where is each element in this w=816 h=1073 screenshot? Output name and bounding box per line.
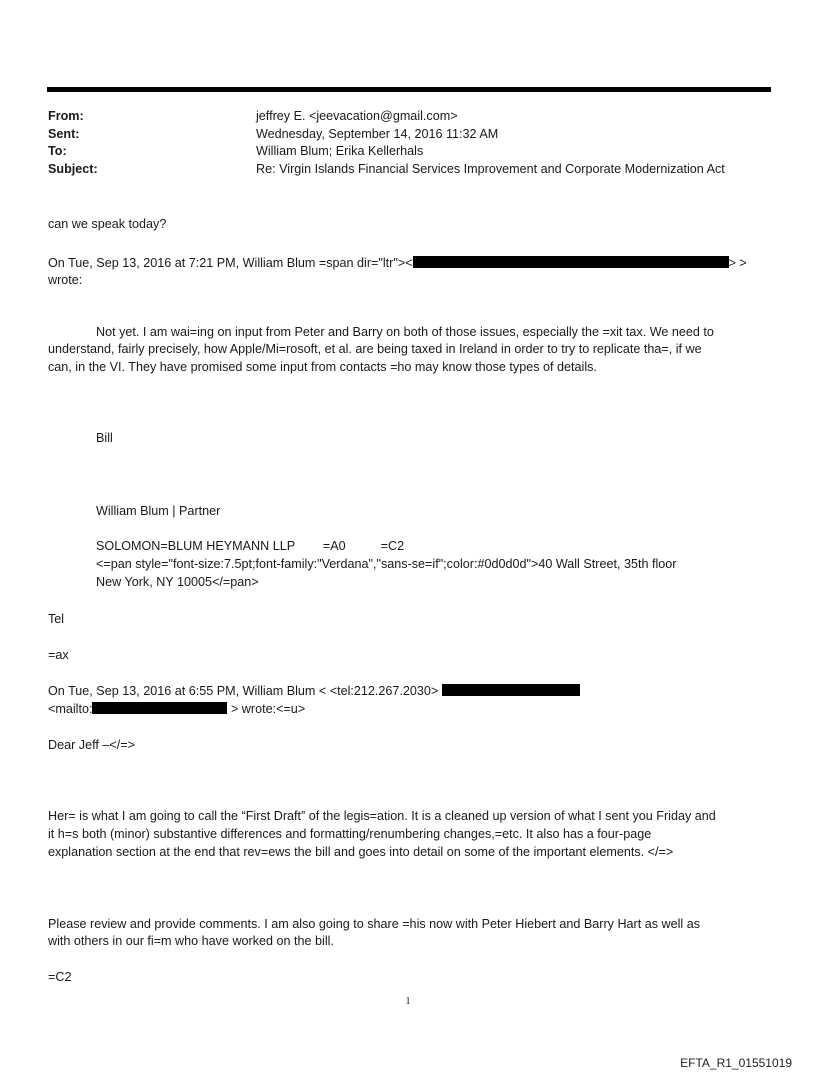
quote1-text: On Tue, Sep 13, 2016 at 7:21 PM, William Blum =span dir="ltr">< bbox=[48, 256, 413, 270]
quote2-mailto bbox=[48, 701, 305, 719]
to-label: To: bbox=[48, 144, 67, 158]
quote1-end: > > bbox=[728, 256, 747, 270]
sent-row bbox=[48, 126, 778, 144]
body-line-1: can we speak today? bbox=[48, 217, 167, 231]
redaction-block bbox=[442, 684, 580, 696]
sig-city: New York, NY 10005</=pan> bbox=[96, 575, 259, 589]
quote1-wrote: wrote: bbox=[48, 273, 83, 287]
tail-text: =C2 bbox=[48, 970, 72, 984]
to-value: William Blum; Erika Kellerhals bbox=[256, 144, 424, 158]
sig-bill: Bill bbox=[96, 431, 113, 445]
to-row bbox=[48, 143, 778, 161]
sent-label: Sent: bbox=[48, 126, 80, 141]
from-row bbox=[48, 108, 778, 126]
redaction-block bbox=[92, 702, 227, 714]
header-rule bbox=[47, 87, 771, 92]
quote2-text: On Tue, Sep 13, 2016 at 6:55 PM, William Blum < <tel:212.267.2030> bbox=[48, 684, 439, 698]
subject-label: Subject: bbox=[48, 161, 98, 176]
from-value: jeffrey E. <jeevacation@gmail.com> bbox=[256, 109, 458, 123]
from-label: From: bbox=[48, 109, 84, 123]
sig-fax: =ax bbox=[48, 648, 69, 662]
para2-line2: it h=s both (minor) substantive differences and formatting/renumbering changes,=etc. It also has a four-page bbox=[48, 827, 652, 841]
quote2-wrote: > wrote:<=u> bbox=[230, 702, 306, 716]
email-header bbox=[48, 108, 778, 178]
page-number: 1 bbox=[405, 996, 411, 1007]
para1-line3: can, in the VI. They have promised some input from contacts =ho may know those types of details. bbox=[48, 360, 597, 374]
quote2-mailto-text: <mailto: bbox=[48, 702, 93, 716]
subject-row bbox=[48, 161, 778, 179]
redaction-block bbox=[413, 256, 729, 268]
sig-span: <=pan style="font-size:7.5pt;font-family:"Verdana","sans-se=if";color:#0d0d0d">40 Wall Street, 35th floor bbox=[96, 557, 677, 571]
para3-line2: with others in our fi=m who have worked on the bill. bbox=[48, 934, 334, 948]
quote1-line bbox=[48, 255, 747, 273]
para1-line2: understand, fairly precisely, how Apple/Mi=rosoft, et al. are being taxed in Ireland in order to try to replicate tha=, if we bbox=[48, 342, 702, 356]
para3-line1: Please review and provide comments. I am also going to share =his now with Peter Hiebert and Barry Hart as well as bbox=[48, 917, 701, 931]
document-id: EFTA_R1_01551019 bbox=[680, 1056, 792, 1070]
sig-tel: Tel bbox=[48, 612, 65, 626]
sig-firm: SOLOMON=BLUM HEYMANN LLP =A0 =C2 bbox=[96, 539, 405, 553]
sent-value: Wednesday, September 14, 2016 11:32 AM bbox=[256, 126, 499, 141]
subject-value: Re: Virgin Islands Financial Services Improvement and Corporate Modernization Act bbox=[256, 161, 725, 176]
para2-line3: explanation section at the end that rev=ews the bill and goes into detail on some of the important elements. </=> bbox=[48, 845, 674, 859]
quote2-line bbox=[48, 683, 580, 701]
para2-line1: Her= is what I am going to call the “First Draft” of the legis=ation. It is a cleaned up version of what I sent you Friday and bbox=[48, 809, 716, 823]
para1-line1: Not yet. I am wai=ing on input from Peter and Barry on both of those issues, especially the =xit tax. We need to bbox=[96, 325, 714, 339]
sig-name: William Blum | Partner bbox=[96, 504, 221, 518]
greeting: Dear Jeff –</=> bbox=[48, 738, 135, 752]
